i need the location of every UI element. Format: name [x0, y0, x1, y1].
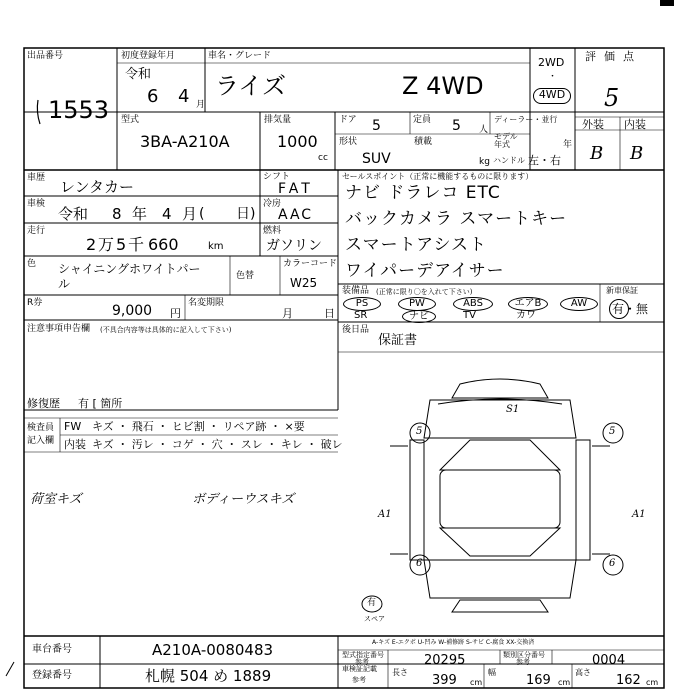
recycle-unit: 円 [170, 307, 181, 320]
after-sale-label: 後日品 [342, 325, 370, 335]
color-code-value: W25 [290, 276, 318, 290]
class-no-sub: 参考 [516, 658, 530, 666]
class-no-value: 0004 [592, 653, 626, 668]
shape-value: SUV [362, 151, 391, 167]
diag-mark-right-side: A1 [632, 509, 646, 520]
height-label: 高さ [575, 668, 591, 677]
diag-mark-front-left: 5 [416, 426, 423, 437]
size-label: 車検証記載 [342, 665, 377, 673]
equipment-label: 装備品 [342, 286, 370, 296]
mileage-sen-unit: 千 [128, 235, 145, 254]
handwritten-left: 荷室キズ [30, 492, 82, 507]
class-no-label: 類別区分番号 [503, 651, 545, 659]
ac-label: 冷房 [263, 199, 282, 209]
handle-value: 左・右 [528, 154, 561, 167]
drive-dot: ・ [548, 72, 558, 82]
color-code-label: カラーコード [283, 259, 338, 269]
inspection-month: 4 [162, 205, 172, 223]
equipment-note: (正常に限り〇を入れて下さい) [376, 288, 473, 296]
score-value: 5 [604, 84, 620, 112]
interior-score: B [630, 143, 644, 164]
chassis-label: 車台番号 [32, 644, 72, 655]
notes-label: 注意事項申告欄 [27, 324, 91, 334]
spare-label: スペア [364, 615, 385, 623]
size-sub: 参考 [352, 676, 366, 684]
equip-sr: SR [354, 310, 368, 321]
inspection-era: 令和 [58, 205, 89, 223]
car-name: ライズ [215, 72, 287, 100]
recycle-value: 9,000 [112, 303, 153, 319]
type-no-label: 型式指定番号 [342, 651, 384, 659]
after-sale-value: 保証書 [378, 333, 418, 348]
mileage-unit: km [208, 241, 224, 252]
equip-tv: TV [463, 310, 476, 321]
color-value: シャイニングホワイトパー ル [58, 262, 201, 291]
equip-ps: PS [343, 297, 381, 311]
lot-number: 1553 [48, 96, 110, 124]
capacity-unit: 人 [479, 125, 489, 135]
equip-navi: ナビ [402, 310, 436, 323]
exterior-label: 外装 [582, 118, 604, 131]
model-year-label: モデル 年式 [494, 132, 518, 149]
displacement-unit: cc [318, 153, 328, 163]
inspection-year-unit: 年 [132, 205, 148, 223]
doors-value: 5 [372, 118, 381, 134]
shift-value: FAT [278, 181, 314, 197]
spare-value: 有 [367, 598, 377, 608]
mileage-man-unit: 万 [98, 235, 115, 254]
mileage-rest: 660 [148, 235, 179, 254]
notes-sub: (不具合内容等は具体的に記入して下さい) [100, 326, 232, 334]
length-unit: cm [470, 678, 483, 687]
warranty-value: 有・無 [612, 302, 649, 316]
first-reg-era: 令和 [125, 67, 152, 82]
inspection-year: 8 [112, 205, 122, 223]
drive-4wd: 4WD [533, 88, 571, 104]
interior-label: 内装 [624, 118, 646, 131]
color-label: 色 [27, 259, 37, 269]
check-row1-head: FW [64, 420, 82, 433]
dealer-label: ディーラー・並行 [494, 115, 558, 124]
first-reg-label: 初度登録年月 [121, 51, 176, 61]
name-change-day: 日 [324, 307, 335, 320]
mileage-sen: 5 [116, 235, 127, 254]
sales-line-2: バックカメラ スマートキー [345, 209, 568, 229]
diag-mark-rear-left: 6 [416, 558, 423, 569]
inspection-day-open: ( [199, 206, 205, 222]
plate-value: 札幌 504 め 1889 [145, 667, 272, 685]
repair-label: 修復歴 [27, 397, 60, 410]
car-diagram [362, 379, 623, 612]
inspection-month-unit: 月 [182, 205, 198, 223]
width-value: 169 [526, 673, 551, 688]
car-label: 車名・グレード [208, 51, 272, 61]
warranty-label: 新車保証 [606, 286, 638, 295]
length-value: 399 [432, 673, 457, 688]
inspection-label: 車検 [27, 199, 46, 209]
handle-label: ハンドル [493, 156, 525, 165]
model-value: 3BA-A210A [140, 132, 230, 151]
displacement-label: 排気量 [264, 115, 292, 125]
score-label: 評価点 [585, 50, 642, 63]
load-label: 積載 [414, 137, 433, 147]
warranty-circle [609, 299, 629, 319]
exterior-score: B [590, 143, 604, 164]
check-label-1: 検査員 [27, 423, 55, 433]
name-change-month: 月 [282, 307, 293, 320]
equip-aw: AW [560, 297, 598, 311]
width-unit: cm [558, 678, 571, 687]
width-label: 幅 [488, 668, 496, 677]
history-value: レンタカー [60, 178, 135, 196]
diag-mark-s1: S1 [506, 404, 520, 415]
handwritten-right: ボディーウスキズ [192, 492, 295, 507]
type-no-value: 20295 [424, 653, 466, 668]
height-unit: cm [646, 678, 659, 687]
check-row2-head: 内装 [64, 438, 86, 451]
first-reg-month-unit: 月 [196, 100, 206, 110]
equip-pw: PW [398, 297, 436, 311]
diag-mark-front-right: 5 [609, 426, 616, 437]
height-value: 162 [616, 673, 641, 688]
first-reg-year: 6 [147, 86, 159, 107]
recycle-label: R券 [27, 298, 43, 308]
sales-line-3: スマートアシスト [345, 235, 487, 255]
name-change-label: 名変期限 [188, 298, 225, 308]
sales-line-4: ワイパーデアイサー [345, 261, 505, 281]
mileage-label: 走行 [27, 226, 46, 236]
color-change-label: 色替 [236, 271, 255, 281]
sales-label: セールスポイント（正常に機能するものに限ります） [342, 172, 534, 181]
shape-label: 形状 [339, 137, 358, 147]
check-row2: キズ ・ 汚レ ・ コゲ ・ 穴 ・ スレ ・ キレ ・ 破レ [92, 438, 343, 451]
sales-line-1: ナビ ドラレコ ETC [345, 183, 501, 203]
diag-mark-left-side: A1 [378, 509, 392, 520]
history-label: 車歴 [27, 173, 46, 183]
type-no-sub: 参考 [355, 658, 369, 666]
equip-leather: カワ [516, 310, 536, 321]
diag-mark-rear-right: 6 [609, 558, 616, 569]
lot-label: 出品番号 [27, 51, 64, 61]
ac-value: AAC [278, 207, 314, 223]
shift-label: シフト [263, 172, 291, 182]
damage-legend: A-キズ E-エクボ U-凹み W-補修跡 S-サビ C-腐食 XX-交換済 [372, 639, 535, 646]
fuel-value: ガソリン [266, 238, 322, 254]
doors-label: ドア [339, 115, 357, 125]
first-reg-month: 4 [178, 86, 190, 107]
length-label: 長さ [392, 668, 408, 677]
equip-airbag: エアB [508, 297, 548, 311]
car-grade: Z 4WD [402, 72, 484, 100]
check-label-2: 記入欄 [27, 436, 55, 446]
model-label: 型式 [121, 115, 140, 125]
load-unit: kg [479, 157, 490, 167]
displacement-value: 1000 [277, 132, 318, 151]
plate-label: 登録番号 [32, 670, 72, 681]
drive-2wd: 2WD [538, 56, 565, 69]
capacity-value: 5 [452, 118, 461, 134]
inspection-day-close: 日) [236, 206, 256, 222]
equip-abs: ABS [453, 297, 493, 311]
model-year-unit: 年 [563, 140, 573, 150]
chassis-value: A210A-0080483 [152, 641, 274, 659]
fuel-label: 燃料 [263, 226, 282, 236]
repair-value: 有 [ 箇所 [78, 397, 123, 410]
check-row1: キズ ・ 飛石 ・ ヒビ割 ・ リペア跡 ・ ×要 [92, 420, 305, 433]
capacity-label: 定員 [413, 115, 432, 125]
mileage-man: 2 [86, 235, 97, 254]
